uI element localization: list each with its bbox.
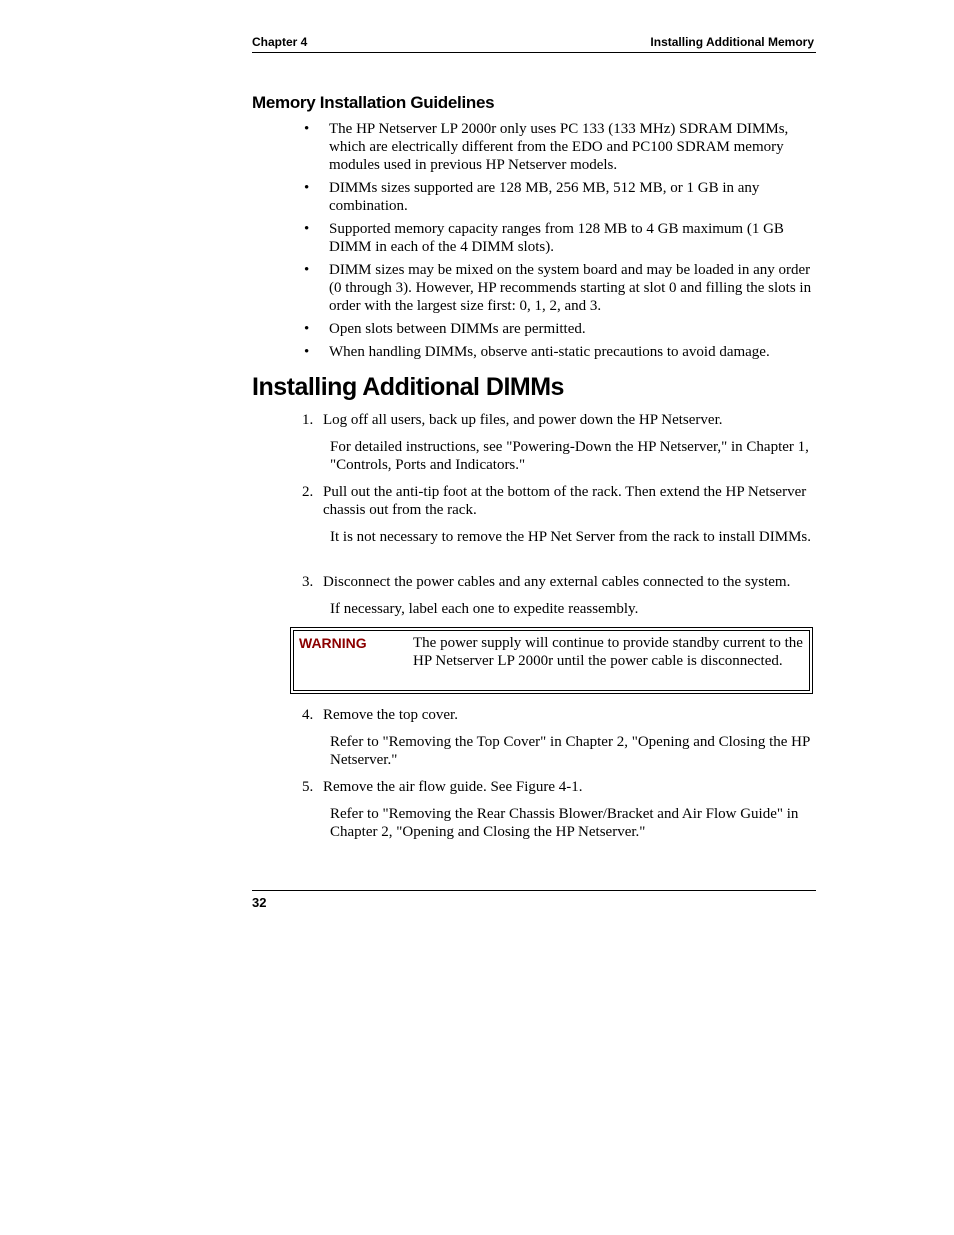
list-item-text: When handling DIMMs, observe anti-static precautions to avoid damage. <box>329 344 770 360</box>
running-footer <box>252 890 816 910</box>
guidelines-list <box>304 120 814 366</box>
list-item <box>304 120 814 174</box>
list-item <box>304 220 814 256</box>
list-item <box>304 320 814 338</box>
running-header <box>252 34 816 53</box>
step-text: Remove the top cover. <box>323 707 458 723</box>
bullet-icon: • <box>304 262 310 278</box>
step-5 <box>302 778 812 796</box>
bullet-icon: • <box>304 321 310 337</box>
bullet-icon: • <box>304 121 310 137</box>
bullet-icon: • <box>304 180 310 196</box>
warning-label: WARNING <box>299 635 367 651</box>
list-item-text: DIMM sizes may be mixed on the system board and may be loaded in any order (0 through 3). However, HP recommends starting at slot 0 and filling the slots in order with the largest size first: 0, 1, 2, and 3. <box>329 262 812 314</box>
section-title: Installing Additional Memory <box>650 35 814 49</box>
step-number: 2. <box>302 484 314 500</box>
step-5-note: Refer to "Removing the Rear Chassis Blower/Bracket and Air Flow Guide" in Chapter 2, "Opening and Closing the HP Netserver." <box>330 806 799 840</box>
step-3-note: If necessary, label each one to expedite reassembly. <box>330 601 639 617</box>
list-item <box>304 179 814 215</box>
step-text: Disconnect the power cables and any external cables connected to the system. <box>323 574 791 590</box>
step-number: 5. <box>302 779 314 795</box>
list-item-text: Open slots between DIMMs are permitted. <box>329 321 586 337</box>
step-4-note: Refer to "Removing the Top Cover" in Chapter 2, "Opening and Closing the HP Netserver." <box>330 734 810 768</box>
step-2-note: It is not necessary to remove the HP Net Server from the rack to install DIMMs. <box>330 529 811 545</box>
step-text: Log off all users, back up files, and power down the HP Netserver. <box>323 412 723 428</box>
list-item <box>304 343 814 361</box>
step-4 <box>302 706 812 724</box>
bullet-icon: • <box>304 221 310 237</box>
warning-text: The power supply will continue to provide standby current to the HP Netserver LP 2000r until the power cable is disconnected. <box>413 635 803 669</box>
list-item <box>304 261 814 315</box>
list-item-text: DIMMs sizes supported are 128 MB, 256 MB, 512 MB, or 1 GB in any combination. <box>329 180 760 214</box>
step-1-note: For detailed instructions, see "Powering-Down the HP Netserver," in Chapter 1, "Controls, Ports and Indicators." <box>330 439 809 473</box>
section-heading: Installing Additional DIMMs <box>252 373 564 401</box>
list-item-text: The HP Netserver LP 2000r only uses PC 133 (133 MHz) SDRAM DIMMs, which are electrically different from the EDO and PC100 SDRAM memory modules used in previous HP Netserver models. <box>329 121 789 173</box>
step-3 <box>302 573 812 591</box>
step-text: Pull out the anti-tip foot at the bottom of the rack. Then extend the HP Netserver chassis out from the rack. <box>323 484 807 518</box>
step-text: Remove the air flow guide. See Figure 4-1. <box>323 779 583 795</box>
step-number: 1. <box>302 412 314 428</box>
step-2 <box>302 483 812 519</box>
chapter-label: Chapter 4 <box>252 35 308 49</box>
step-number: 3. <box>302 574 314 590</box>
list-item-text: Supported memory capacity ranges from 128 MB to 4 GB maximum (1 GB DIMM in each of the 4 DIMM slots). <box>329 221 784 255</box>
step-number: 4. <box>302 707 314 723</box>
bullet-icon: • <box>304 344 310 360</box>
warning-box <box>290 627 813 694</box>
page-number: 32 <box>252 895 267 910</box>
guidelines-heading: Memory Installation Guidelines <box>252 93 495 112</box>
step-1 <box>302 411 812 429</box>
